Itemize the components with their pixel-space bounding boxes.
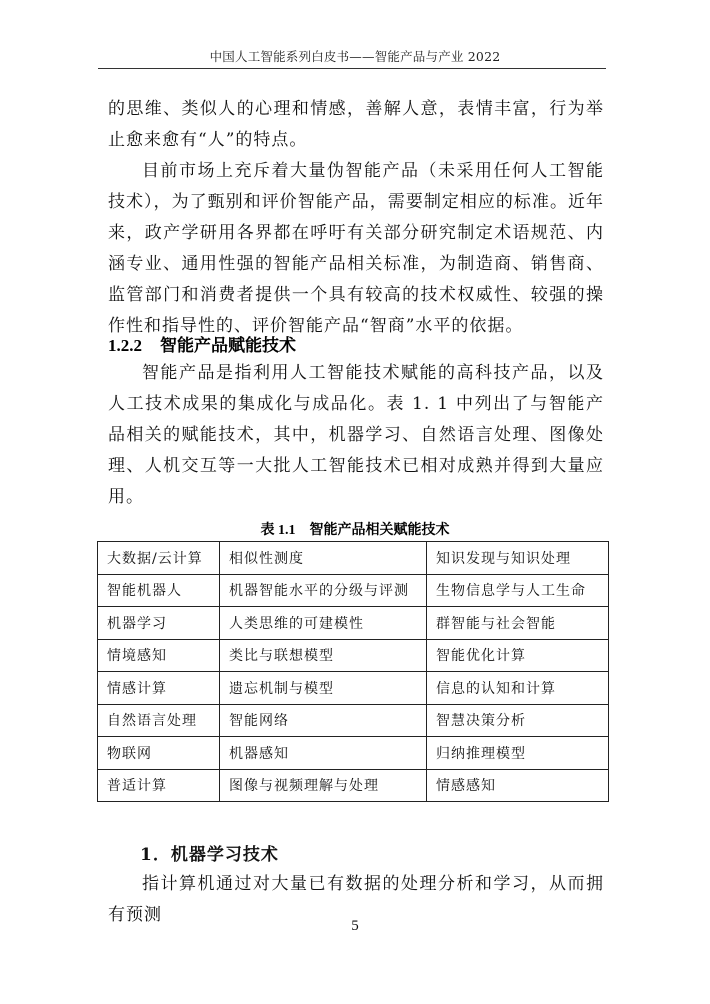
table-cell: 信息的认知和计算: [427, 672, 609, 705]
table-cell: 普适计算: [98, 769, 220, 802]
table-cell: 大数据/云计算: [98, 542, 220, 575]
table-cell: 群智能与社会智能: [427, 607, 609, 640]
table-cell: 图像与视频理解与处理: [220, 769, 427, 802]
table-cell: 智能优化计算: [427, 639, 609, 672]
table-cell: 知识发现与知识处理: [427, 542, 609, 575]
table-cell: 情感计算: [98, 672, 220, 705]
table-cell: 归纳推理模型: [427, 737, 609, 770]
paragraph-machine-learning: 指计算机通过对大量已有数据的处理分析和学习，从而拥有预测: [108, 874, 604, 925]
table-number: 表 1.1: [260, 523, 296, 538]
section-heading: [108, 334, 296, 358]
section-number: 1.2.2: [108, 336, 142, 355]
table-row: [98, 737, 609, 770]
table-row: [98, 704, 609, 737]
table-cell: 情感感知: [427, 769, 609, 802]
table-cell: 情境感知: [98, 639, 220, 672]
table-cell: 智能网络: [220, 704, 427, 737]
table-cell: 遗忘机制与模型: [220, 672, 427, 705]
table-row: [98, 574, 609, 607]
table-title: 智能产品相关赋能技术: [309, 522, 450, 538]
table-cell: 类比与联想模型: [220, 639, 427, 672]
table-cell: 自然语言处理: [98, 704, 220, 737]
table-row: [98, 672, 609, 705]
header-divider: [98, 68, 606, 69]
table-cell: 物联网: [98, 737, 220, 770]
table-row: [98, 542, 609, 575]
table-cell: 智慧决策分析: [427, 704, 609, 737]
table-cell: 机器智能水平的分级与评测: [220, 574, 427, 607]
table-cell: 相似性测度: [220, 542, 427, 575]
table-cell: 机器学习: [98, 607, 220, 640]
enabling-tech-table: [97, 541, 609, 802]
table-cell: 机器感知: [220, 737, 427, 770]
paragraph-enabling-tech: 智能产品是指利用人工智能技术赋能的高科技产品，以及人工技术成果的集成化与成品化。表 1. 1 中列出了与智能产品相关的赋能技术，其中，机器学习、自然语言处理、图像处理、人机交互等一大批人工智能技术已相对成熟并得到大量应用。: [108, 363, 604, 507]
paragraph-standards: 目前市场上充斥着大量伪智能产品（未采用任何人工智能技术），为了甄别和评价智能产品，需要制定相应的标准。近年来，政产学研用各界都在呼吁有关部分研究制定术语规范、内涵专业、通用性强的智能产品相关标准，为制造商、销售商、监管部门和消费者提供一个具有较高的技术权威性、较强的操作性和指导性的、评价智能产品“智商”水平的依据。: [108, 161, 604, 336]
table-row: [98, 769, 609, 802]
table-cell: 智能机器人: [98, 574, 220, 607]
page-number: 5: [351, 918, 359, 934]
table-row: [98, 607, 609, 640]
table-caption: [0, 519, 710, 539]
subsection-heading: 1．机器学习技术: [140, 845, 279, 865]
table-cell: 生物信息学与人工生命: [427, 574, 609, 607]
running-header: 中国人工智能系列白皮书——智能产品与产业 2022: [209, 49, 501, 64]
section-title: 智能产品赋能技术: [160, 336, 296, 356]
paragraph-continuation: 的思维、类似人的心理和情感，善解人意，表情丰富，行为举止愈来愈有“人”的特点。: [108, 99, 604, 150]
table-cell: 人类思维的可建模性: [220, 607, 427, 640]
table-row: [98, 639, 609, 672]
